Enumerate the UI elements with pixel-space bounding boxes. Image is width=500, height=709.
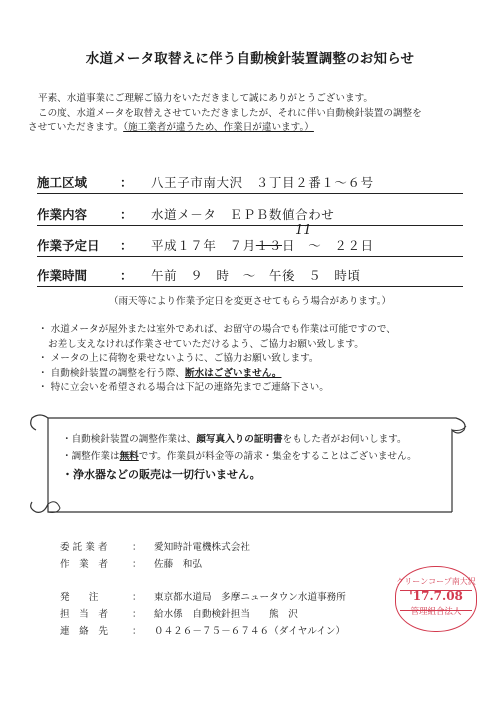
contractor-row: 委 託 業 者 ： 愛知時計電機株式会社	[60, 542, 250, 553]
contact-row: 連 絡 先 ： ０４２６－７５－６７４６（ダイヤルイン）	[60, 623, 390, 637]
manager-row: 担 当 者 ： 給水係 自動検針担当 熊 沢	[60, 609, 298, 620]
field-work: 作業内容 ： 水道メ－タ ＥＰＢ数値合わせ	[37, 204, 463, 226]
rain-note: （雨天等により作業予定日を変更させてもらう場合があります。）	[108, 296, 392, 307]
field-time-label: 作業時間	[37, 268, 88, 283]
received-stamp: グリーンコープ南大沢 '17.7.08 管理組合法人	[395, 566, 477, 632]
notice-bullets	[38, 323, 478, 396]
scroll-notice	[62, 432, 472, 484]
field-work-label: 作業内容	[37, 207, 88, 222]
bullet-2: ・ メータの上に荷物を乗せないように、ご協力お願い致します。	[38, 353, 319, 365]
struck-date: １３	[255, 238, 283, 253]
bullet-1b: お差し支えなければ作業させていただけるよう、ご協力お願い致します。	[48, 338, 364, 350]
intro-line-2: この度、水道メータを取替えさせていただきましたが、それに伴い自動検針装置の調整を	[38, 107, 422, 119]
field-time: 作業時間 ： 午前 ９ 時 ～ 午後 ５ 時頃	[37, 265, 463, 287]
contractor-note: （施工業者が違うため、作業日が違います。）	[123, 122, 314, 133]
field-area-label: 施工区域	[37, 175, 88, 190]
scroll-line-1: ・自動検針装置の調整作業は、顔写真入りの証明書をもした者がお伺いします。	[62, 434, 407, 445]
bullet-1a: ・ 水道メータが屋外または室外であれば、お留守の場合でも作業は可能ですので、	[38, 324, 396, 335]
page-title: 水道メータ取替えに伴う自動検針装置調整のお知らせ	[85, 51, 415, 67]
intro-paragraph	[28, 92, 478, 136]
scroll-line-3: ・浄水器などの販売は一切行いません。	[62, 468, 261, 482]
contact-phone: ０４２６－７５－６７４６（ダイヤルイン）	[154, 626, 346, 637]
intro-line-3: させていただきます。（施工業者が違うため、作業日が違います。）	[28, 122, 314, 133]
field-area-value: 八王子市南大沢 ３丁目２番１～６号	[151, 175, 374, 190]
field-time-value: 午前 ９ 時 ～ 午後 ５ 時頃	[151, 268, 361, 283]
intro-line-1: 平素、水道事業にご理解ご協力をいただきまして誠にありがとうございます。	[38, 93, 374, 104]
bullet-3: ・ 自動検針装置の調整を行う際、断水はございません。	[38, 367, 282, 379]
client-row: 発 注 ： 東京都水道局 多摩ニュータウン水道事務所	[60, 592, 346, 603]
handwritten-correction: 11	[295, 223, 312, 238]
field-work-value: 水道メ－タ ＥＰＢ数値合わせ	[151, 207, 335, 222]
field-date-value: 平成１７年 ７月１３日 ～ ２２日	[151, 238, 374, 253]
field-date: 作業予定日 ： 平成１７年 ７月１３日 ～ ２２日 11	[37, 235, 463, 257]
field-area: 施工区域 ： 八王子市南大沢 ３丁目２番１～６号	[37, 172, 463, 194]
field-date-label: 作業予定日	[37, 238, 100, 253]
bullet-4: ・ 特に立会いを希望される場合は下記の連絡先までご連絡下さい。	[38, 382, 329, 394]
scroll-line-2: ・調整作業は無料です。作業員が料金等の請求・集金をすることはございません。	[62, 450, 417, 462]
worker-row: 作 業 者 ： 佐藤 和弘	[60, 559, 202, 570]
